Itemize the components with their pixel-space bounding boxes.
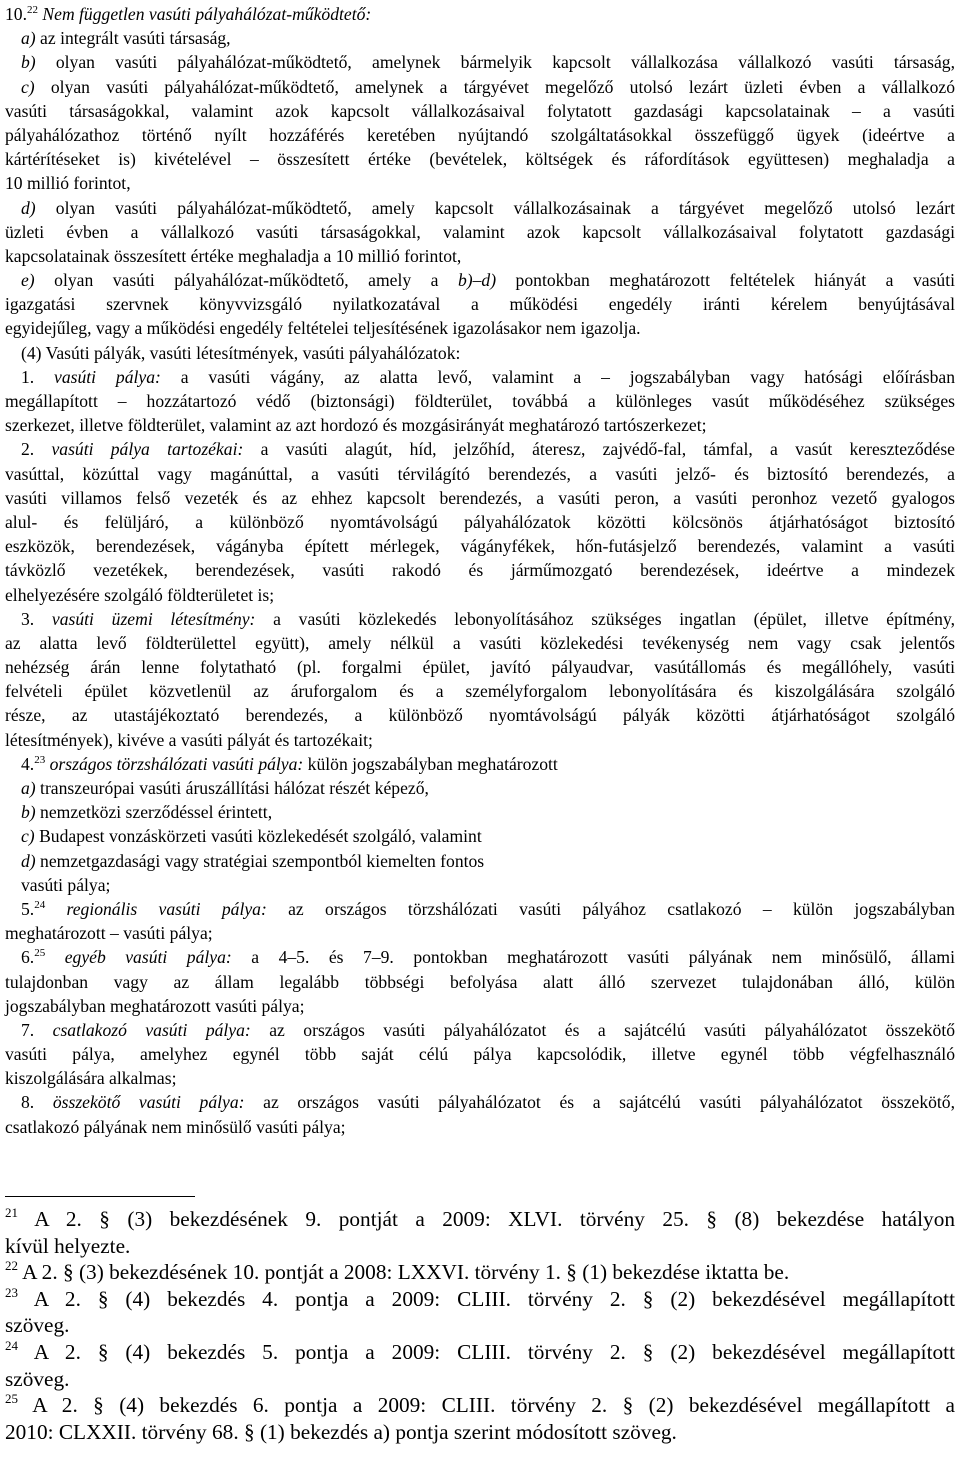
text-run: tulajdonban vagy az állam legalább többségi befolyása alatt álló szervezet tulajdonában álló, külön (5, 971, 955, 992)
text-line (5, 776, 955, 800)
text-run: 8. (21, 1092, 53, 1113)
text-line (5, 437, 955, 461)
text-line (5, 994, 955, 1018)
text-line (5, 534, 955, 558)
text-line (5, 1066, 955, 1090)
text-line (5, 921, 955, 945)
text-run: olyan vasúti pályahálózat-működtető, amely kapcsolt vállalkozásainak a tárgyévet megelőző utolsó lezárt (35, 197, 955, 218)
text-line (5, 196, 955, 220)
text-line (5, 292, 955, 316)
text-line (5, 220, 955, 244)
text-line (5, 1018, 955, 1042)
text-line (5, 849, 955, 873)
text-run: pontokban meghatározott feltételek hiányát a vasúti (496, 270, 955, 291)
footnote-ref: 25 (34, 947, 46, 960)
footnote-line (5, 1392, 955, 1419)
text-run: csatlakozó pályának nem minősülő vasúti pálya; (5, 1116, 346, 1137)
text-run: vasúttal, közúttal vagy magánúttal, a vasúti térvilágító berendezés, a vasúti jelző- és biztosító berendezés, a (5, 463, 955, 484)
text-run: kártérítéseket is) kivételével – összesített értéke (bevételek, költségek és ráfordítások együttesen) meghaladja a (5, 149, 955, 170)
text-line (5, 486, 955, 510)
italic-term: b)–d) (457, 270, 497, 291)
text-run: kívül helyezte. (5, 1233, 131, 1258)
text-run: nemzetgazdasági vagy stratégiai szempontból kiemelten fontos (35, 850, 485, 871)
text-run: része, az utastájékoztató berendezés, a különböző nyomtávolságú pályák közötti átjárhatóságot szolgáló (5, 705, 955, 726)
text-run: igazgatási szervnek könyvvizsgáló nyilatkozatával a működési engedély iránti kérelem benyújtásával (5, 294, 955, 315)
text-run: az országos vasúti pályahálózatot és a sajátcélú vasúti pályahálózatot összekötő, (244, 1092, 955, 1113)
italic-term: országos törzshálózati vasúti pálya: (49, 753, 304, 774)
text-line (5, 341, 955, 365)
text-run: az alatta levő földterülettel együtt), amely nélkül a vasúti közlekedési tevékenység nem vagy csak jelentős (5, 632, 955, 653)
text-line (5, 316, 955, 340)
text-run: felvételi épület közvetlenül az áruforgalom és a személyforgalom lebonyolítására és kiszolgálására szolgáló (5, 681, 955, 702)
text-line (5, 1090, 955, 1114)
footnote-ref: 24 (5, 1337, 18, 1353)
text-line (5, 389, 955, 413)
footnote-line (5, 1339, 955, 1366)
text-run: az integrált vasúti társaság, (35, 28, 231, 49)
footnote-separator (5, 1196, 195, 1197)
footnote-line (5, 1286, 955, 1313)
text-run: a vasúti vágány, az alatta levő, valamint a – jogszabályban vagy hatósági előírásban (160, 366, 955, 387)
text-run: A 2. § (4) bekezdés 6. pontja a 2009: CLIII. törvény 2. § (2) bekezdésével megállapított a (18, 1393, 955, 1418)
text-run: jogszabályban meghatározott vasúti pálya; (5, 995, 305, 1016)
text-line (5, 365, 955, 389)
footnote-ref: 24 (34, 898, 46, 911)
footnote-line (5, 1419, 955, 1446)
text-run: az országos vasúti pályahálózatot és a sajátcélú vasúti pályahálózatot összekötő (250, 1019, 955, 1040)
text-run: vasúti társaságokkal, valamint azok kapcsolt vállalkozásaival folytatott gazdasági kapcsolatainak – a vasúti (5, 100, 955, 121)
text-line (5, 800, 955, 824)
text-line (5, 268, 955, 292)
footnote-line (5, 1233, 955, 1260)
text-line (5, 558, 955, 582)
italic-term: d) (21, 197, 36, 218)
text-run: a vasúti alagút, híd, jelzőhíd, áteresz, zajvédő-fal, támfal, a vasút kereszteződése (243, 439, 955, 460)
text-line (5, 655, 955, 679)
text-run: olyan vasúti pályahálózat-működtető, amely a (34, 270, 458, 291)
italic-term: vasúti pálya: (54, 366, 161, 387)
text-line (5, 462, 955, 486)
document-body (5, 2, 955, 1139)
text-run: kapcsolatainak összesített értéke meghaladja a 10 millió forintot, (5, 245, 462, 266)
text-line (5, 607, 955, 631)
text-run: külön jogszabályban meghatározott (303, 753, 558, 774)
text-run: A 2. § (4) bekezdés 4. pontja a 2009: CLIII. törvény 2. § (2) bekezdésével megállapított (18, 1286, 955, 1311)
text-run: eszközök, berendezések, vágányba épített mérlegek, vágányfékek, hőn-futásjelző berendezés, valamint a vasúti (5, 536, 955, 557)
text-run: 2010: CLXXII. törvény 68. § (1) bekezdés a) pontja szerint módosított szöveg. (5, 1419, 677, 1444)
text-run: távközlő vezetékek, berendezések, vasúti rakodó és járműmozgató berendezések, ideértve a mindezek (5, 560, 955, 581)
text-line (5, 75, 955, 99)
text-line (5, 873, 955, 897)
italic-term: a) (21, 778, 36, 798)
italic-term: csatlakozó vasúti pálya: (52, 1019, 251, 1040)
text-run: olyan vasúti pályahálózat-működtető, amelynek bármelyik kapcsolt vállalkozása vállalkozó vasúti társaság, (35, 52, 955, 73)
italic-term: b) (21, 52, 36, 73)
footnote-ref: 21 (5, 1205, 18, 1220)
text-run: 10. (5, 4, 27, 24)
italic-term: b) (21, 802, 36, 823)
text-run: 4. (21, 753, 35, 774)
italic-term: Nem független vasúti pályahálózat-működtető: (38, 4, 372, 24)
text-run: kiszolgálására alkalmas; (5, 1068, 177, 1089)
footnote-line (5, 1206, 955, 1233)
text-run: üzleti évben a vállalkozó vasúti társaságokkal, valamint azok kapcsolt vállalkozásaival folytatott gazdasági (5, 221, 955, 242)
footnote-line (5, 1366, 955, 1393)
text-line (5, 631, 955, 655)
text-run: 2. (21, 439, 52, 460)
text-run: elhelyezésére szolgáló földterületet is; (5, 584, 275, 605)
text-run: nemzetközi szerződéssel érintett, (35, 802, 273, 823)
italic-term: c) (21, 826, 35, 847)
text-line (5, 970, 955, 994)
text-run: transzeurópai vasúti áruszállítási hálózat részét képező, (35, 778, 429, 798)
text-line (5, 728, 955, 752)
text-run (45, 947, 65, 967)
footnote-ref: 25 (5, 1391, 18, 1407)
text-run: vasúti villamos felső vezeték és az ehhez kapcsolt berendezés, a vasúti peron, a vasúti peronhoz vezető gyalogos (5, 487, 955, 508)
text-run: 3. (21, 608, 52, 629)
text-line (5, 50, 955, 74)
text-run: 5. (21, 898, 35, 919)
text-line (5, 897, 955, 921)
text-run: A 2. § (3) bekezdésének 10. pontját a 2008: LXXVI. törvény 1. § (1) bekezdése iktatta be. (18, 1260, 790, 1285)
text-line (5, 2, 955, 26)
footnote-line (5, 1312, 955, 1339)
footnote-ref: 22 (5, 1258, 18, 1274)
italic-term: regionális vasúti pálya: (66, 898, 267, 919)
text-line (5, 510, 955, 534)
text-run: az országos törzshálózati vasúti pályához csatlakozó – külön jogszabályban (266, 898, 955, 919)
footnote-ref: 22 (27, 4, 38, 16)
text-run: 10 millió forintot, (5, 173, 131, 194)
text-run: A 2. § (3) bekezdésének 9. pontját a 2009: XLVI. törvény 25. § (8) bekezdése hatályon (18, 1207, 955, 1231)
text-run: szerkezet, illetve földterület, valamint az azt hordozó és mozgásirányát meghatározó tartószerkezet; (5, 415, 707, 436)
text-run: 6. (21, 947, 35, 968)
text-run: 1. (21, 366, 55, 387)
italic-term: vasúti pálya tartozékai: (51, 439, 244, 460)
italic-term: összekötő vasúti pálya: (52, 1092, 245, 1113)
text-line (5, 171, 955, 195)
italic-term: vasúti üzemi létesítmény: (51, 608, 256, 629)
footnote-ref: 23 (5, 1284, 18, 1300)
text-run: vasúti pálya; (21, 874, 111, 895)
text-run: vasúti pálya, amelyhez egynél több saját célú pálya kapcsolódik, illetve egynél több végfelhasználó (5, 1044, 955, 1065)
text-line (5, 679, 955, 703)
text-line (5, 824, 955, 848)
text-run: létesítmények), kivéve a vasúti pályát és tartozékait; (5, 729, 373, 750)
italic-term: a) (21, 28, 36, 49)
text-line (5, 703, 955, 727)
footnote-line (5, 1259, 955, 1286)
text-run: alul- és felüljáró, a különböző nyomtávolságú pályahálózatok közötti kölcsönös átjárhatóságot biztosító (5, 511, 955, 532)
footnotes (5, 1206, 955, 1445)
text-line (5, 1042, 955, 1066)
text-run: szöveg. (5, 1313, 70, 1338)
text-line (5, 1115, 955, 1139)
text-run: megállapított – hozzátartozó védő (biztonsági) földterület, továbbá a különleges vasút működéséhez szükséges (5, 391, 955, 411)
text-run: a vasúti közlekedés lebonyolításához szükséges ingatlan (épület, illetve építmény, (255, 608, 956, 629)
text-line (5, 147, 955, 171)
italic-term: c) (21, 76, 35, 97)
text-run: Budapest vonzáskörzeti vasúti közlekedését szolgáló, valamint (34, 826, 482, 847)
text-line (5, 99, 955, 123)
text-line (5, 752, 955, 776)
text-line (5, 413, 955, 437)
text-run: a 4–5. és 7–9. pontokban meghatározott vasúti pályának nem minősülő, állami (231, 947, 955, 968)
text-run: olyan vasúti pályahálózat-működtető, amelynek a tárgyévet megelőző utolsó lezárt üzleti évben a vállalkozó (34, 76, 955, 97)
text-line (5, 123, 955, 147)
text-line (5, 583, 955, 607)
text-run: szöveg. (5, 1366, 70, 1391)
text-run: meghatározott – vasúti pálya; (5, 923, 213, 944)
italic-term: egyéb vasúti pálya: (64, 947, 232, 968)
text-run: (4) Vasúti pályák, vasúti létesítmények, vasúti pályahálózatok: (21, 342, 461, 363)
text-run: pályahálózathoz történő nyílt hozzáférés keretében nyújtandó szolgáltatásokkal összefüggő ügyek (ideértve a (5, 124, 955, 145)
text-line (5, 945, 955, 969)
text-run: 7. (21, 1019, 53, 1040)
footnote-ref: 23 (34, 753, 46, 766)
italic-term: d) (21, 850, 36, 871)
text-run: egyidejűleg, vagy a működési engedély feltételei teljesítésének igazolásakor nem igazolja. (5, 318, 641, 339)
text-run (45, 899, 66, 919)
text-line (5, 26, 955, 50)
italic-term: e) (21, 270, 35, 291)
text-line (5, 244, 955, 268)
text-run: A 2. § (4) bekezdés 5. pontja a 2009: CLIII. törvény 2. § (2) bekezdésével megállapított (18, 1339, 955, 1364)
text-run: nehézség árán lenne folytatható (pl. forgalmi épület, javító pályaudvar, vasútállomás és megállóhely, vasúti (5, 657, 955, 678)
